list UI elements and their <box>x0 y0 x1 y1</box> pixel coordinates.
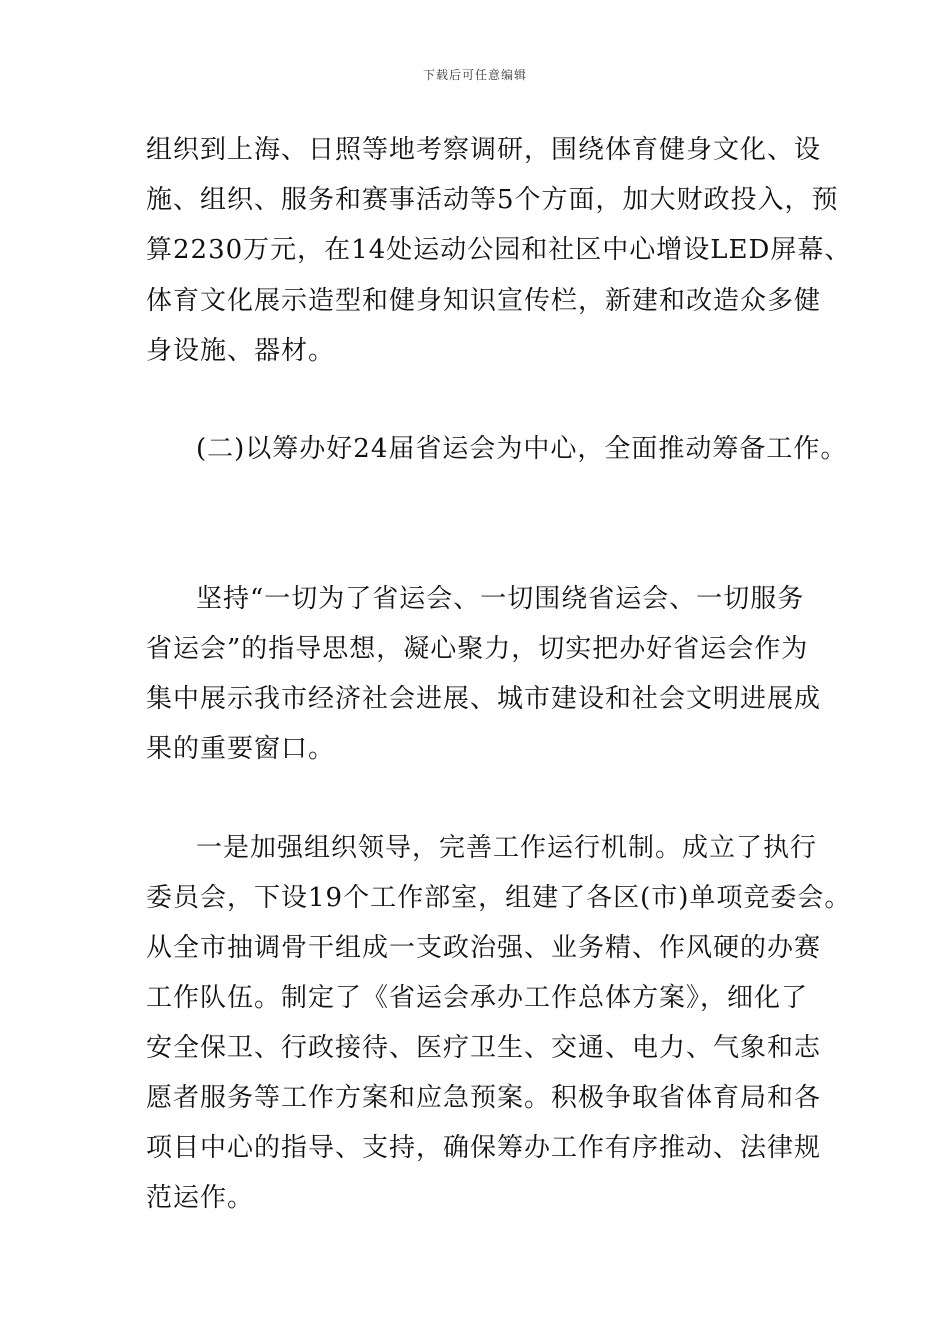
paragraph-line: 施、组织、服务和赛事活动等5个方面，加大财政投入，预 <box>146 185 839 215</box>
paragraph-line: 项目中心的指导、支持，确保筹办工作有序推动、法律规 <box>146 1133 822 1163</box>
paragraph-line: 集中展示我市经济社会进展、城市建设和社会文明进展成 <box>146 684 822 714</box>
paragraph-line: 愿者服务等工作方案和应急预案。积极争取省体育局和各 <box>146 1083 822 1113</box>
page-header-note: 下载后可任意编辑 <box>422 68 527 82</box>
paragraph-line: 从全市抽调骨干组成一支政治强、业务精、作风硬的办赛 <box>146 933 822 963</box>
paragraph-line: 范运作。 <box>146 1183 255 1213</box>
paragraph-line: 果的重要窗口。 <box>146 734 336 764</box>
paragraph-line: 坚持“一切为了省运会、一切围绕省运会、一切服务 <box>196 584 805 614</box>
paragraph-line: 委员会，下设19个工作部室，组建了各区(市)单项竞委会。 <box>146 883 852 913</box>
paragraph-line: 一是加强组织领导，完善工作运行机制。成立了执行 <box>196 833 818 863</box>
paragraph-line: 工作队伍。制定了《省运会承办工作总体方案》，细化了 <box>146 983 809 1013</box>
paragraph-line: 体育文化展示造型和健身知识宣传栏，新建和改造众多健 <box>146 286 822 316</box>
paragraph-line: 身设施、器材。 <box>146 336 336 366</box>
paragraph-line: 算2230万元，在14处运动公园和社区中心增设LED屏幕、 <box>146 235 852 265</box>
section-heading-text: (二)以筹办好24届省运会为中心，全面推动筹备工作。 <box>196 434 848 464</box>
paragraph-line: 组织到上海、日照等地考察调研，围绕体育健身文化、设 <box>146 135 822 165</box>
paragraph-line: 安全保卫、行政接待、医疗卫生、交通、电力、气象和志 <box>146 1033 822 1063</box>
paragraph-line: 省运会”的指导思想，凝心聚力，切实把办好省运会作为 <box>146 634 809 664</box>
